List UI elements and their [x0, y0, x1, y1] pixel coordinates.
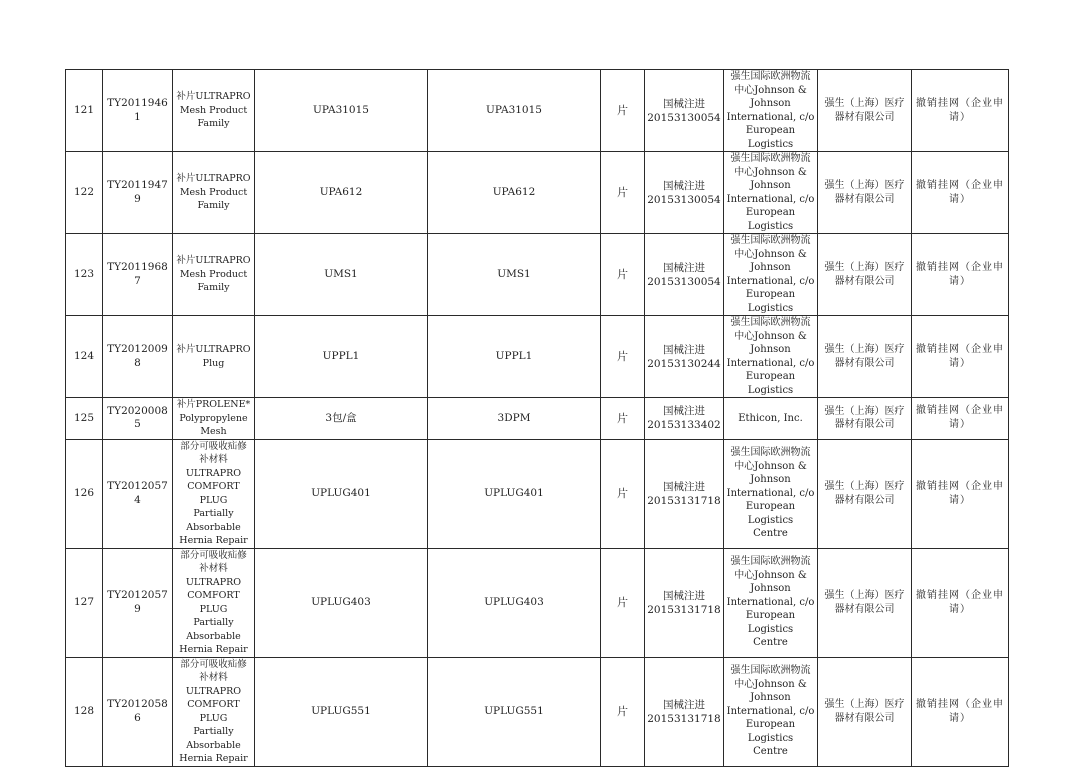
manufacturer-line: Johnson	[750, 474, 791, 486]
agent-company-line: 强生（上海）医疗	[824, 344, 905, 355]
product-id-cell: TY20120574	[103, 439, 173, 548]
product-name-line: Family	[197, 118, 230, 130]
product-name-line: Mesh Product	[179, 268, 248, 280]
registration-number-cell	[645, 398, 724, 440]
product-name-line: 补材料	[199, 563, 228, 574]
manufacturer-line: 中心Johnson &	[734, 569, 807, 581]
specification-cell: UPLUG403	[428, 548, 601, 657]
status-line: 撤销挂网（企业申	[916, 405, 1004, 417]
product-name-cell	[173, 70, 255, 152]
table-row	[66, 70, 1009, 152]
product-id-cell: TY20200085	[103, 398, 173, 440]
agent-company-line: 器材有限公司	[834, 193, 895, 205]
agent-company-line: 强生（上海）医疗	[824, 481, 905, 492]
product-name-line: 补片ULTRAPRO	[176, 255, 251, 267]
status-line: 撤销挂网（企业申	[916, 97, 1004, 109]
product-name-line: Partially	[193, 617, 234, 628]
manufacturer-line: European Logistics	[745, 371, 796, 396]
agent-company-cell	[818, 234, 912, 316]
agent-company-cell	[818, 152, 912, 234]
manufacturer-line: 中心Johnson &	[734, 248, 807, 260]
table-row	[66, 398, 1009, 440]
status-line: 请）	[949, 357, 971, 369]
manufacturer-cell	[724, 548, 818, 657]
status-line: 撤销挂网（企业申	[916, 261, 1004, 273]
product-name-line: Hernia Repair	[179, 535, 248, 546]
row-number-cell: 123	[66, 234, 103, 316]
row-number-cell: 122	[66, 152, 103, 234]
registration-number-cell	[645, 70, 724, 152]
row-number-cell: 127	[66, 548, 103, 657]
product-name-line: 部分可吸收疝修	[180, 440, 247, 452]
registration-number-line: 20153133402	[647, 419, 721, 432]
status-cell	[912, 439, 1009, 548]
manufacturer-line: Johnson	[750, 583, 791, 595]
unit-cell: 片	[601, 657, 645, 766]
manufacturer-cell	[724, 234, 818, 316]
agent-company-line: 强生（上海）医疗	[824, 180, 905, 191]
registration-number-line: 国械注进	[663, 179, 705, 192]
unit-cell: 片	[601, 70, 645, 152]
model-cell: UMS1	[255, 234, 428, 316]
row-number-cell: 121	[66, 70, 103, 152]
product-id-cell: TY20120098	[103, 316, 173, 398]
status-cell	[912, 152, 1009, 234]
product-name-line: 补材料	[199, 454, 228, 465]
registration-number-line: 20153130054	[647, 193, 721, 206]
model-cell: UPPL1	[255, 316, 428, 398]
product-name-line: Plug	[202, 357, 225, 369]
manufacturer-line: International, c/o	[726, 111, 815, 123]
product-name-line: Partially	[193, 508, 234, 519]
product-name-line: Absorbable	[186, 521, 241, 533]
manufacturer-line: 强生国际欧洲物流	[730, 235, 811, 246]
product-name-line: 补材料	[199, 672, 228, 683]
manufacturer-line: International, c/o	[726, 487, 815, 499]
table-row	[66, 548, 1009, 657]
agent-company-line: 强生（上海）医疗	[824, 590, 905, 601]
agent-company-line: 强生（上海）医疗	[824, 405, 905, 417]
product-name-line: Family	[197, 282, 230, 294]
unit-cell: 片	[601, 548, 645, 657]
manufacturer-line: International, c/o	[726, 275, 815, 287]
status-line: 请）	[949, 111, 971, 123]
manufacturer-line: International, c/o	[726, 705, 815, 717]
manufacturer-line: Centre	[753, 637, 788, 649]
table-row	[66, 439, 1009, 548]
manufacturer-line: Johnson	[750, 262, 791, 273]
manufacturer-line: 强生国际欧洲物流	[730, 153, 811, 164]
product-id-cell: TY20120586	[103, 657, 173, 766]
registration-number-cell	[645, 548, 724, 657]
agent-company-line: 强生（上海）医疗	[824, 262, 905, 273]
agent-company-line: 器材有限公司	[834, 111, 895, 123]
product-name-line: ULTRAPRO	[185, 467, 242, 479]
status-cell	[912, 548, 1009, 657]
manufacturer-line: European Logistics	[745, 207, 796, 232]
registration-number-cell	[645, 234, 724, 316]
registration-number-line: 国械注进	[663, 97, 705, 110]
manufacturer-line: Johnson	[750, 692, 791, 704]
registration-number-line: 20153131718	[647, 712, 721, 725]
agent-company-line: 器材有限公司	[834, 494, 895, 506]
product-name-cell	[173, 316, 255, 398]
manufacturer-line: Johnson	[750, 180, 791, 191]
registration-number-line: 20153131718	[647, 494, 721, 507]
specification-cell: UPPL1	[428, 316, 601, 398]
agent-company-line: 器材有限公司	[834, 419, 895, 431]
product-delisting-table	[65, 69, 1009, 767]
registration-number-line: 国械注进	[663, 480, 705, 493]
agent-company-line: 强生（上海）医疗	[824, 699, 905, 710]
status-line: 请）	[949, 494, 971, 506]
status-line: 撤销挂网（企业申	[916, 589, 1004, 601]
manufacturer-line: 强生国际欧洲物流	[730, 317, 811, 328]
registration-number-line: 国械注进	[663, 589, 705, 602]
product-name-line: 部分可吸收疝修	[180, 658, 247, 670]
manufacturer-line: 中心Johnson &	[734, 330, 807, 342]
status-line: 请）	[949, 419, 971, 431]
manufacturer-line: 强生国际欧洲物流	[730, 556, 811, 568]
unit-cell: 片	[601, 234, 645, 316]
manufacturer-line: Centre	[753, 528, 788, 540]
status-cell	[912, 70, 1009, 152]
product-name-line: COMFORT PLUG	[187, 699, 240, 724]
status-cell	[912, 316, 1009, 398]
registration-number-line: 20153130244	[647, 357, 721, 370]
product-id-cell: TY20119479	[103, 152, 173, 234]
status-line: 撤销挂网（企业申	[916, 343, 1004, 355]
manufacturer-cell	[724, 657, 818, 766]
row-number-cell: 124	[66, 316, 103, 398]
product-name-line: 补片PROLENE*	[176, 399, 251, 410]
product-name-line: Hernia Repair	[179, 753, 248, 764]
product-name-line: 补片ULTRAPRO	[176, 173, 251, 185]
product-name-line: 补片ULTRAPRO	[176, 91, 251, 103]
manufacturer-line: European Logistics	[745, 610, 796, 635]
row-number-cell: 126	[66, 439, 103, 548]
manufacturer-line: Johnson	[750, 98, 791, 109]
table-body	[66, 70, 1009, 767]
agent-company-line: 强生（上海）医疗	[824, 98, 905, 109]
manufacturer-cell	[724, 316, 818, 398]
registration-number-line: 20153130054	[647, 111, 721, 124]
table-row	[66, 657, 1009, 766]
manufacturer-line: International, c/o	[726, 596, 815, 608]
manufacturer-line: International, c/o	[726, 357, 815, 369]
registration-number-line: 国械注进	[663, 698, 705, 711]
status-line: 请）	[949, 275, 971, 287]
product-name-cell	[173, 657, 255, 766]
manufacturer-line: European Logistics	[745, 125, 796, 150]
status-line: 请）	[949, 193, 971, 205]
agent-company-cell	[818, 439, 912, 548]
manufacturer-cell	[724, 439, 818, 548]
specification-cell: UMS1	[428, 234, 601, 316]
manufacturer-cell	[724, 152, 818, 234]
status-line: 撤销挂网（企业申	[916, 698, 1004, 710]
model-cell: UPA31015	[255, 70, 428, 152]
agent-company-line: 器材有限公司	[834, 275, 895, 287]
status-line: 请）	[949, 603, 971, 615]
model-cell: UPLUG551	[255, 657, 428, 766]
agent-company-cell	[818, 548, 912, 657]
product-name-line: 补片ULTRAPRO	[176, 344, 251, 355]
status-line: 撤销挂网（企业申	[916, 179, 1004, 191]
status-line: 请）	[949, 712, 971, 724]
table-row	[66, 316, 1009, 398]
product-name-line: Hernia Repair	[179, 644, 248, 655]
product-id-cell: TY20119687	[103, 234, 173, 316]
agent-company-cell	[818, 316, 912, 398]
product-name-cell	[173, 439, 255, 548]
manufacturer-line: 强生国际欧洲物流	[730, 447, 811, 459]
manufacturer-line: Johnson	[750, 344, 791, 355]
manufacturer-line: 中心Johnson &	[734, 166, 807, 178]
product-name-line: Polypropylene	[179, 412, 248, 424]
product-name-line: Partially	[193, 726, 234, 737]
product-name-line: Mesh	[200, 426, 227, 437]
specification-cell: 3DPM	[428, 398, 601, 440]
registration-number-line: 20153131718	[647, 603, 721, 616]
manufacturer-line: International, c/o	[726, 193, 815, 205]
unit-cell: 片	[601, 439, 645, 548]
product-id-cell: TY20119461	[103, 70, 173, 152]
registration-number-line: 20153130054	[647, 275, 721, 288]
row-number-cell: 128	[66, 657, 103, 766]
status-cell	[912, 398, 1009, 440]
row-number-cell: 125	[66, 398, 103, 440]
manufacturer-cell	[724, 398, 818, 440]
manufacturer-line: European Logistics	[745, 719, 796, 744]
agent-company-cell	[818, 70, 912, 152]
product-name-line: Family	[197, 200, 230, 212]
registration-number-cell	[645, 316, 724, 398]
product-name-cell	[173, 548, 255, 657]
product-name-line: Absorbable	[186, 739, 241, 751]
manufacturer-line: Ethicon, Inc.	[738, 412, 803, 424]
table-row	[66, 234, 1009, 316]
manufacturer-line: 强生国际欧洲物流	[730, 665, 811, 677]
registration-number-cell	[645, 152, 724, 234]
agent-company-line: 器材有限公司	[834, 712, 895, 724]
specification-cell: UPLUG401	[428, 439, 601, 548]
model-cell: UPLUG401	[255, 439, 428, 548]
registration-number-line: 国械注进	[663, 261, 705, 274]
product-name-line: Absorbable	[186, 630, 241, 642]
product-name-cell	[173, 398, 255, 440]
manufacturer-line: Centre	[753, 746, 788, 758]
product-id-cell: TY20120579	[103, 548, 173, 657]
status-cell	[912, 234, 1009, 316]
unit-cell: 片	[601, 152, 645, 234]
registration-number-line: 国械注进	[663, 405, 705, 418]
product-name-line: ULTRAPRO	[185, 685, 242, 697]
agent-company-cell	[818, 398, 912, 440]
specification-cell: UPA612	[428, 152, 601, 234]
agent-company-line: 器材有限公司	[834, 357, 895, 369]
product-name-cell	[173, 234, 255, 316]
model-cell: UPLUG403	[255, 548, 428, 657]
product-name-line: Mesh Product	[179, 104, 248, 116]
model-cell: UPA612	[255, 152, 428, 234]
product-name-line: ULTRAPRO	[185, 576, 242, 588]
specification-cell: UPA31015	[428, 70, 601, 152]
status-line: 撤销挂网（企业申	[916, 480, 1004, 492]
manufacturer-line: 中心Johnson &	[734, 84, 807, 96]
manufacturer-line: European Logistics	[745, 501, 796, 526]
agent-company-cell	[818, 657, 912, 766]
manufacturer-line: 中心Johnson &	[734, 678, 807, 690]
specification-cell: UPLUG551	[428, 657, 601, 766]
product-name-line: Mesh Product	[179, 186, 248, 198]
registration-number-cell	[645, 657, 724, 766]
registration-number-line: 国械注进	[663, 343, 705, 356]
product-name-line: COMFORT PLUG	[187, 590, 240, 615]
product-name-line: 部分可吸收疝修	[180, 549, 247, 561]
registration-number-cell	[645, 439, 724, 548]
agent-company-line: 器材有限公司	[834, 603, 895, 615]
status-cell	[912, 657, 1009, 766]
table-row	[66, 152, 1009, 234]
product-name-line: COMFORT PLUG	[187, 481, 240, 506]
manufacturer-line: 强生国际欧洲物流	[730, 71, 811, 82]
unit-cell: 片	[601, 316, 645, 398]
manufacturer-cell	[724, 70, 818, 152]
unit-cell: 片	[601, 398, 645, 440]
manufacturer-line: 中心Johnson &	[734, 460, 807, 472]
model-cell: 3包/盒	[255, 398, 428, 440]
manufacturer-line: European Logistics	[745, 289, 796, 314]
product-name-cell	[173, 152, 255, 234]
